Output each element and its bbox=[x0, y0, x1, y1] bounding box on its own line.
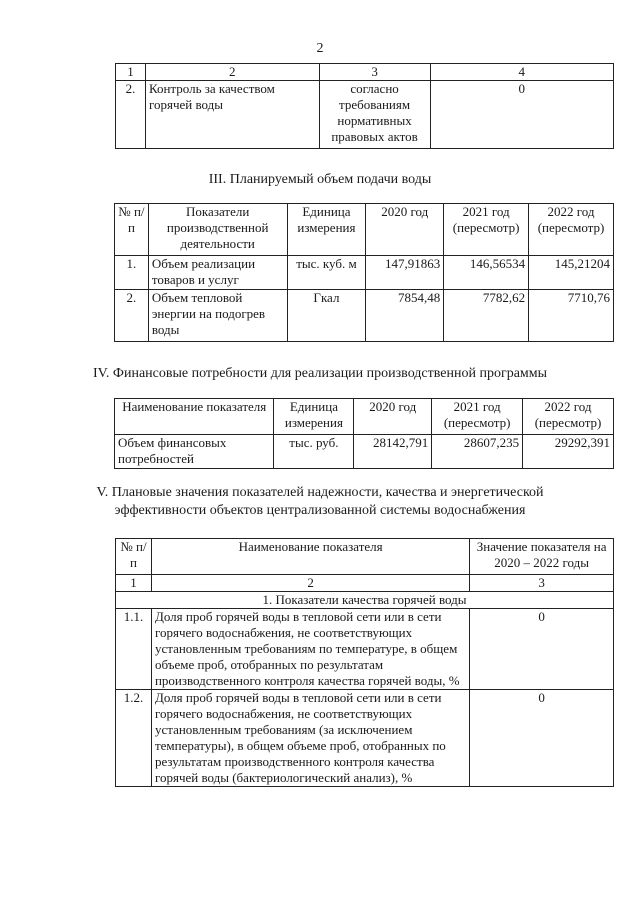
table-row bbox=[116, 81, 614, 149]
table-cell: 3 bbox=[319, 64, 430, 81]
table-cell: 1 bbox=[116, 64, 146, 81]
quality-control-table bbox=[115, 63, 614, 149]
table-cell: 146,56534 bbox=[444, 256, 529, 290]
table-cell: Доля проб горячей воды в тепловой сети или в сети горячего водоснабжения, не соответствующих установленным требованиям по температуре, в общем объеме проб, отобранных по результатам производственного контроля качества горячей воды, % bbox=[151, 609, 469, 690]
table-header-cell: Значение показателя на 2020 – 2022 годы bbox=[470, 539, 614, 575]
table-header-cell: Наименование показателя bbox=[115, 399, 274, 435]
table-cell: 4 bbox=[430, 64, 613, 81]
section5-title-line2: эффективности объектов централизованной системы водоснабжения bbox=[114, 503, 526, 518]
table-header-cell: Показатели производственной деятельности bbox=[148, 204, 287, 256]
section3-title: III. Планируемый объем подачи воды bbox=[208, 172, 432, 187]
water-supply-table bbox=[114, 203, 614, 342]
table-header-cell: 2021 год (пересмотр) bbox=[432, 399, 523, 435]
table-cell: 3 bbox=[470, 575, 614, 592]
table-header-cell: 2020 год bbox=[366, 204, 444, 256]
table-cell: 2 bbox=[151, 575, 469, 592]
table-cell: 7710,76 bbox=[529, 290, 614, 342]
table-row bbox=[116, 539, 614, 575]
table-cell: 145,21204 bbox=[529, 256, 614, 290]
table-cell: Объем тепловой энергии на подогрев воды bbox=[148, 290, 287, 342]
section5-title-line1: V. Плановые значения показателей надежности, качества и энергетической bbox=[96, 485, 544, 500]
table-cell: Доля проб горячей воды в тепловой сети или в сети горячего водоснабжения, не соответствующих установленным требованиям (за исключением температуры), в общем объеме проб, отобранных по результатам производственного контроля качества горячей воды (бактериологический анализ), % bbox=[151, 690, 469, 787]
section4-title: IV. Финансовые потребности для реализации производственной программы bbox=[92, 366, 548, 381]
table-cell: 1.1. bbox=[116, 609, 152, 690]
table-row bbox=[115, 290, 614, 342]
table-header-cell: 2020 год bbox=[354, 399, 432, 435]
table-header-cell: № п/п bbox=[116, 539, 152, 575]
table-cell: 147,91863 bbox=[366, 256, 444, 290]
table-row bbox=[116, 609, 614, 690]
table-cell: Контроль за качеством горячей воды bbox=[145, 81, 319, 149]
financial-needs-table bbox=[114, 398, 614, 469]
table-cell: согласно требованиям нормативных правовых актов bbox=[319, 81, 430, 149]
section5-title bbox=[0, 484, 640, 520]
table-cell: 7854,48 bbox=[366, 290, 444, 342]
table-cell: 29292,391 bbox=[523, 435, 614, 469]
table-header-cell: 2022 год (пересмотр) bbox=[529, 204, 614, 256]
table-cell: 2 bbox=[145, 64, 319, 81]
table-row bbox=[116, 690, 614, 787]
table-cell: Объем реализации товаров и услуг bbox=[148, 256, 287, 290]
table-cell: тыс. руб. bbox=[274, 435, 354, 469]
group-title-cell: 1. Показатели качества горячей воды bbox=[116, 592, 614, 609]
table-row bbox=[115, 204, 614, 256]
table-cell: тыс. куб. м bbox=[287, 256, 366, 290]
table-row bbox=[115, 435, 614, 469]
table-header-cell: Наименование показателя bbox=[151, 539, 469, 575]
table-cell: 0 bbox=[430, 81, 613, 149]
table-row bbox=[116, 64, 614, 81]
table-row bbox=[116, 592, 614, 609]
table-header-cell: 2021 год (пересмотр) bbox=[444, 204, 529, 256]
table-cell: 7782,62 bbox=[444, 290, 529, 342]
table-row bbox=[115, 399, 614, 435]
page-number: 2 bbox=[316, 41, 324, 56]
table-cell: Объем финансовых потребностей bbox=[115, 435, 274, 469]
table-header-cell: Единица измерения bbox=[274, 399, 354, 435]
table-header-cell: 2022 год (пересмотр) bbox=[523, 399, 614, 435]
table-row bbox=[116, 575, 614, 592]
reliability-indicators-table bbox=[115, 538, 614, 787]
table-cell: 28142,791 bbox=[354, 435, 432, 469]
table-cell: 0 bbox=[470, 609, 614, 690]
table-cell: 1. bbox=[115, 256, 149, 290]
table-cell: 1.2. bbox=[116, 690, 152, 787]
table-header-cell: № п/п bbox=[115, 204, 149, 256]
table-cell: 28607,235 bbox=[432, 435, 523, 469]
table-cell: Гкал bbox=[287, 290, 366, 342]
table-cell: 2. bbox=[116, 81, 146, 149]
table-cell: 1 bbox=[116, 575, 152, 592]
table-cell: 0 bbox=[470, 690, 614, 787]
table-row bbox=[115, 256, 614, 290]
table-cell: 2. bbox=[115, 290, 149, 342]
table-header-cell: Единица измерения bbox=[287, 204, 366, 256]
